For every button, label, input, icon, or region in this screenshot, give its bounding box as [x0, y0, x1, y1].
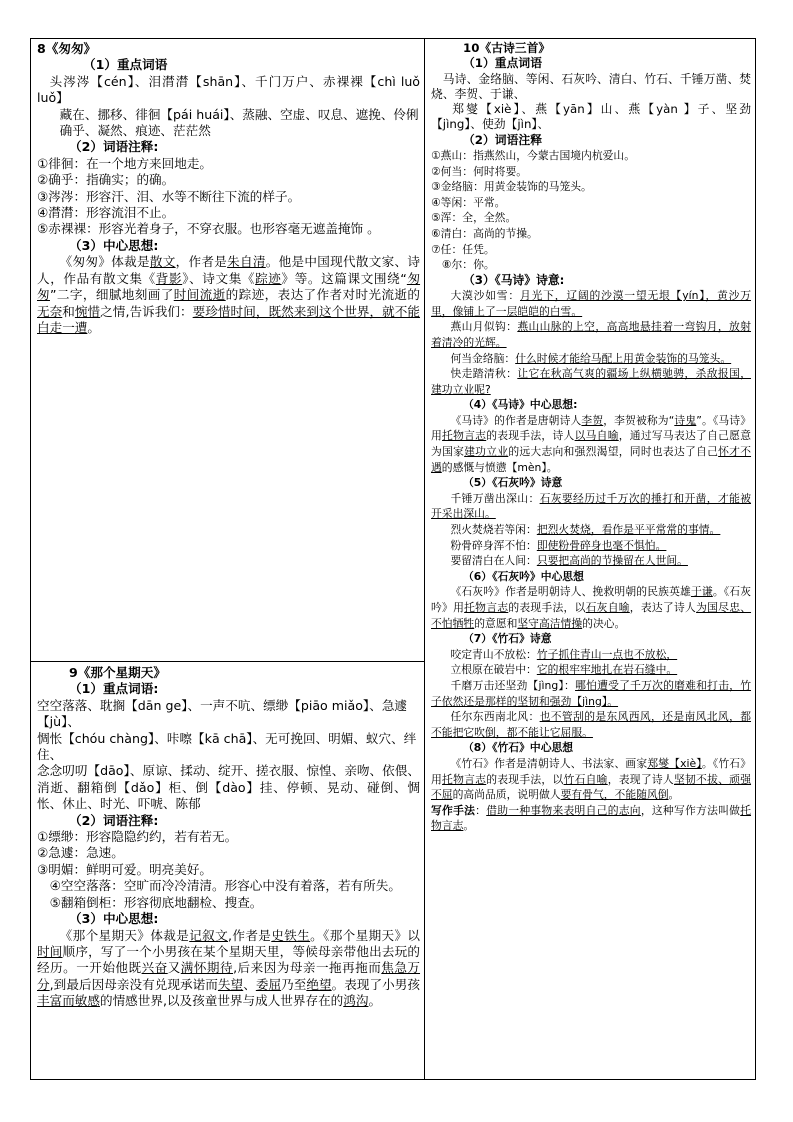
zhu-shi-theme-heading: （8）《竹石》中心思想 — [463, 741, 574, 755]
lesson-9-note-1: ①缥缈：形容隐隐约约，若有若无。 — [37, 829, 238, 845]
lesson-8-notes-heading: （2）词语注释: — [69, 139, 159, 155]
lesson-9-notes-heading: （2）词语注释: — [69, 812, 159, 828]
lesson-9-section — [31, 662, 424, 1081]
lesson-9-keywords-2: 惆怅【chóu chàng】、咔嚓【kā chā】、无可挽回、明媚、蚁穴、绊住、 — [37, 730, 417, 763]
lesson-10-note-5: ⑤浑：全，全然。 — [431, 211, 517, 225]
shi-hui-yin-line-4: 要留清白在人间：只要把高尚的节操留在人世间。 — [450, 554, 688, 568]
lesson-9-theme: 《那个星期天》体裁是记叙文,作者是史铁生。《那个星期天》以时间顺序，写了一个小男孩在某个星期天里，等候母亲带他出去玩的经历。一开始他既兴奋又满怀期待,后来因为母亲一拖再拖而焦急万分,到最后因母亲没有兑现承诺而失望、委屈乃至绝望。表现了小男孩丰富而敏感的情感世界,以及孩童世界与成人世界存在的鸿沟。 — [37, 927, 421, 1009]
lesson-8-note-2: ②确乎：指确实；的确。 — [37, 172, 175, 188]
lesson-8-note-3: ③涔涔：形容汗、泪、水等不断往下流的样子。 — [37, 188, 301, 204]
lesson-8-theme-heading: （3）中心思想: — [69, 237, 159, 253]
lesson-8-title: 8《匆匆》 — [37, 41, 97, 56]
lesson-9-note-2: ②急遽：急速。 — [37, 845, 124, 861]
lesson-9-note-4: ④空空落落：空旷而冷冷清清。形容心中没有着落，若有所失。 — [49, 878, 401, 894]
shi-hui-yin-line-1: 千锤万凿出深山：石灰要经历过千万次的捶打和开凿，才能被开采出深山。 — [431, 491, 752, 521]
lesson-8-note-4: ④潸潸：形容流泪不止。 — [37, 205, 175, 221]
lesson-8-keywords-3: 确乎、凝然、痕迹、茫茫然 — [59, 123, 211, 139]
ma-shi-line-1: 大漠沙如雪：月光下，辽阔的沙漠一望无垠【yín】，黄沙万里，像铺上了一层皑皑的白雪。 — [431, 289, 752, 318]
lesson-9-note-5: ⑤翻箱倒柜：形容彻底地翻检、搜查。 — [49, 894, 263, 910]
shi-hui-yin-line-2: 烈火焚烧若等闲：把烈火焚烧，看作是平平常常的事情。 — [450, 523, 721, 537]
lesson-9-keywords-1: 空空落落、耽搁【dān ge】、一声不吭、缥缈【piāo miǎo】、急遽【jù】、 — [37, 697, 408, 730]
lesson-10-note-2: ②何当：何时将要。 — [431, 164, 528, 178]
shi-hui-yin-line-3: 粉骨碎身浑不怕：即使粉骨碎身也毫不惧怕。 — [450, 538, 667, 552]
lesson-8-section — [31, 39, 424, 662]
lesson-10-note-3: ③金络脑：用黄金装饰的马笼头。 — [431, 180, 592, 194]
lesson-10-keywords-heading: （1）重点词语 — [463, 56, 542, 71]
lesson-10-keywords-1: 马诗、金络脑、等闲、石灰吟、清白、竹石、千锤万凿、焚烧、李贺、于谦、 — [431, 71, 751, 101]
zhu-shi-line-1: 咬定青山不放松：竹子抓住青山一点也不放松， — [450, 647, 678, 661]
ma-shi-theme-heading: （4）《马诗》中心思想: — [463, 398, 578, 412]
ma-shi-line-4: 快走踏清秋：让它在秋高气爽的疆场上纵横驰骋，杀敌报国，建功立业呢? — [431, 367, 752, 396]
ma-shi-theme: 《马诗》的作者是唐朝诗人李贺，李贺被称为“诗鬼”。《马诗》用托物言志的表现手法，诗人以马自喻，通过写马表达了自己愿意为国家建功立业的远大志向和强烈渴望，同时也表达了自己怀才不遇的感慨与愤懑【mèn】。 — [431, 413, 752, 474]
lesson-8-theme: 《匆匆》体裁是散文，作者是朱自清。他是中国现代散文家、诗人，作品有散文集《背影》、诗文集《踪迹》等。这篇课文围绕“匆匆”二字，细腻地刻画了时间流逝的踪迹，表达了作者对时光流逝的无奈和惋惜之情,告诉我们：要珍惜时间，既然来到这个世界，就不能白走一遭。 — [37, 254, 421, 335]
lesson-10-note-8: ⑧尔：你。 — [441, 258, 495, 272]
shi-hui-yin-theme: 《石灰吟》作者是明朝诗人、挽救明朝的民族英雄于谦。《石灰吟》用托物言志的表现手法，以石灰自喻，表达了诗人为国尽忠、不怕牺牲的意愿和坚守高洁情操的决心。 — [431, 585, 752, 630]
ma-shi-line-2: 燕山月似钩：燕山山脉的上空，高高地悬挂着一弯钩月，放射着清冷的光辉。 — [431, 320, 752, 349]
shi-hui-yin-meaning-heading: （5）《石灰吟》诗意 — [463, 476, 563, 490]
lesson-9-note-3: ③明媚：鲜明可爱。明亮美好。 — [37, 861, 213, 877]
lesson-8-keywords-1: 头涔涔【cén】、泪潸潸【shān】、千门万户、赤裸裸【chì luǒ luǒ】 — [37, 73, 420, 106]
lesson-8-keywords-heading: （1）重点词语 — [83, 57, 168, 73]
zhu-shi-line-3: 千磨万击还坚劲【jìng】：哪怕遭受了千万次的磨难和打击，竹子依然还是那样的坚韧和强劲【jìng】。 — [431, 678, 752, 708]
lesson-9-keywords-heading: （1）重点词语: — [69, 681, 159, 697]
ma-shi-line-3: 何当金络脑：什么时候才能给马配上用黄金装饰的马笼头。 — [450, 351, 732, 365]
lesson-10-notes-heading: （2）词语注释 — [463, 132, 542, 147]
lesson-9-title: 9《那个星期天》 — [69, 665, 166, 680]
lesson-8-note-5: ⑤赤裸裸：形容光着身子，不穿衣服。也形容毫无遮盖掩饰 。 — [37, 221, 380, 237]
shi-hui-yin-theme-heading: （6）《石灰吟》中心思想 — [463, 569, 584, 583]
lesson-9-theme-heading: （3）中心思想: — [69, 911, 159, 927]
writing-technique: 写作手法：借助一种事物来表明自己的志向，这种写作方法叫做托物言志。 — [431, 803, 752, 833]
lesson-10-note-1: ①燕山：指燕然山，今蒙古国境内杭爱山。 — [431, 149, 636, 163]
lesson-9-keywords-3: 念念叨叨【dāo】、原谅、揉动、绽开、搓衣服、惊惶、亲吻、依偎、消逝、翻箱倒【dǎo】柜、倒【dào】挂、停顿、晃动、碰倒、惆怅、休止、时光、吓唬、陈郁 — [37, 763, 420, 812]
notes-sheet — [30, 38, 756, 1080]
lesson-8-keywords-2: 藏在、挪移、徘徊【pái huái】、蒸融、空虚、叹息、遮挽、伶俐 — [59, 106, 419, 122]
ma-shi-meaning-heading: （3）《马诗》诗意: — [463, 272, 565, 287]
lesson-8-note-1: ①徘徊：在一个地方来回地走。 — [37, 155, 213, 171]
left-column — [31, 39, 425, 1079]
zhu-shi-meaning-heading: （7）《竹石》诗意 — [463, 632, 552, 646]
zhu-shi-line-4: 任尔东西南北风：也不管刮的是东风西风，还是南风北风，都不能把它吹倒，都不能让它屈服。 — [431, 710, 752, 739]
zhu-shi-theme: 《竹石》作者是清朝诗人、书法家、画家郑燮【xiè】。《竹石》用托物言志的表现手法，以竹石自喻，表现了诗人坚韧不拔、顽强不屈的高尚品质，说明做人要有骨气，不能随风倒。 — [431, 756, 752, 802]
lesson-10-note-4: ④等闲：平常。 — [431, 195, 506, 209]
lesson-10-title: 10《古诗三首》 — [463, 41, 551, 55]
lesson-10-keywords-2: 郑燮【xiè】、燕【yān】山、燕【yàn 】子、坚劲【jìng】、使劲【jìn】、 — [431, 102, 751, 132]
lesson-10-note-7: ⑦任：任凭。 — [431, 242, 495, 256]
zhu-shi-line-2: 立根原在破岩中：它的根牢牢地扎在岩石缝中。 — [450, 663, 678, 677]
lesson-10-section — [425, 39, 755, 1079]
lesson-10-note-6: ⑥清白：高尚的节操。 — [431, 227, 538, 241]
